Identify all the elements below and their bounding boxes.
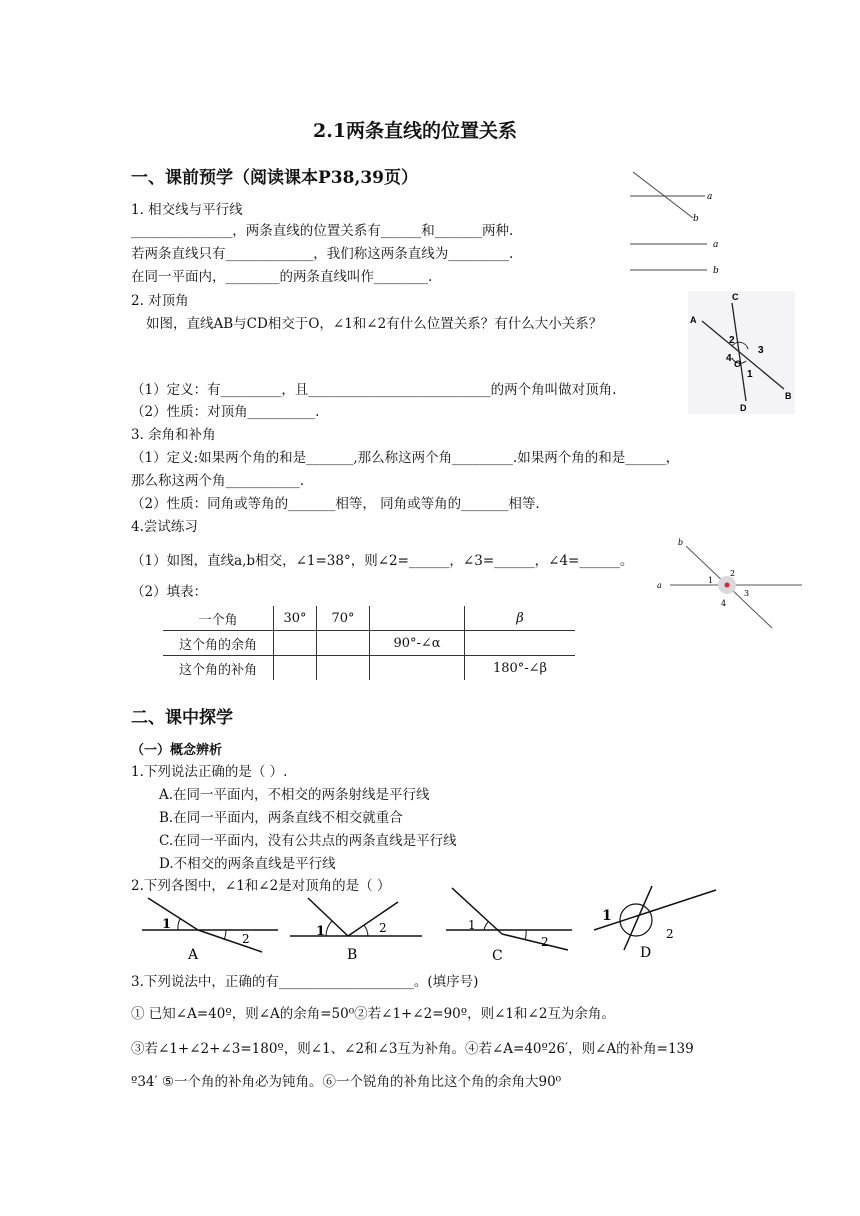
section1-heading: 一、课前预学（阅读课本P38,39页） [131, 168, 419, 188]
exercise-figure [650, 536, 810, 636]
p3-definition-line2: 那么称这两个角___________. [131, 473, 305, 489]
q1-option-a: A.在同一平面内，不相交的两条射线是平行线 [159, 787, 430, 803]
q1-text: 1.下列说法正确的是（ ）. [131, 764, 288, 780]
fig-label-a: a [657, 581, 662, 590]
fig-label-a: a [707, 192, 713, 202]
fig-label-D: D [740, 403, 747, 413]
section2-heading: 二、课中探学 [131, 708, 233, 728]
q1-option-d: D.不相交的两条直线是平行线 [159, 856, 336, 872]
fig-label-A: A [188, 947, 199, 963]
table-cell: 70° [317, 606, 370, 631]
table-cell: 180°-∠β [465, 656, 576, 681]
q3-line1: ① 已知∠A=40º，则∠A的余角=50⁰②若∠1+∠2=90º，则∠1和∠2互为余角。 [131, 1006, 615, 1022]
fig-angle-1: 1 [602, 908, 612, 924]
fig-angle-1: 1 [316, 924, 326, 939]
p2-title: 2. 对顶角 [131, 293, 189, 309]
p4-title: 4.尝试练习 [131, 519, 198, 535]
page-title: 2.1两条直线的位置关系 [313, 120, 518, 142]
table-row [163, 656, 575, 681]
table-cell: β [465, 606, 576, 631]
fig-angle-3: 3 [744, 589, 750, 598]
table-cell [370, 656, 465, 681]
p1-line3: 在同一平面内，________的两条直线叫作________. [131, 269, 433, 285]
table-cell: 30° [274, 606, 317, 631]
p1-line1: _______________，两条直线的位置关系有______和_______两种. [131, 223, 514, 239]
fig-label-b: b [713, 266, 719, 276]
q2-figure-b [288, 892, 428, 964]
fig-label-C: C [492, 948, 503, 964]
q1-option-b: B.在同一平面内，两条直线不相交就重合 [159, 810, 403, 826]
parallel-lines-figure [625, 234, 725, 280]
section2-sub-heading: （一）概念辨析 [131, 743, 223, 758]
fig-angle-2: 2 [730, 569, 736, 578]
fig-angle-1: 1 [162, 917, 172, 932]
table-cell [370, 606, 465, 631]
p2-definition: （1）定义：有_________，且___________________________的两个角叫做对顶角. [131, 382, 617, 398]
p3-property: （2）性质：同角或等角的_______相等， 同角或等角的_______相等. [131, 496, 540, 512]
table-cell [274, 656, 317, 681]
fig-angle-2: 2 [666, 927, 674, 941]
q2-figure-d [590, 884, 720, 964]
p2-question: 如图，直线AB与CD相交于O，∠1和∠2有什么位置关系？有什么大小关系？ [146, 316, 603, 332]
fig-angle-2: 2 [242, 932, 250, 946]
p4-question2: （2）填表： [131, 584, 208, 600]
fig-label-B: B [347, 947, 358, 963]
table-cell: 一个角 [163, 606, 274, 631]
fig-angle-4: 4 [721, 599, 727, 608]
fig-angle-2: 2 [541, 935, 549, 949]
table-cell: 这个角的补角 [163, 656, 274, 681]
fig-label-a: a [713, 240, 719, 250]
table-cell: 这个角的余角 [163, 631, 274, 656]
angle-fill-table [163, 606, 575, 680]
fig-label-B: B [785, 391, 792, 401]
fig-angle-2: 2 [379, 921, 387, 935]
fig-label-D: D [640, 945, 652, 961]
q1-option-c: C.在同一平面内，没有公共点的两条直线是平行线 [159, 833, 457, 849]
fig-label-O: O [734, 359, 742, 369]
p3-definition-line1: （1）定义:如果两个角的和是_______,那么称这两个角_________.如果两个角的和是______， [131, 450, 680, 466]
q3-line2: ③若∠1+∠2+∠3=180º，则∠1、∠2和∠3互为补角。④若∠A=40º26′，则∠A的补角=139 [131, 1041, 694, 1057]
q2-figure-c [444, 884, 579, 964]
q3-line3: º34′ ⑤一个角的补角必为钝角。⑥一个锐角的补角比这个角的余角大90⁰ [131, 1074, 562, 1090]
q3-text: 3.下列说法中，正确的有____________________。(填序号) [131, 974, 479, 990]
p2-property: （2）性质：对顶角__________. [131, 404, 320, 420]
q2-figure-a [140, 892, 290, 964]
table-row [163, 606, 575, 631]
fig-label-b: b [678, 538, 684, 547]
table-cell [465, 631, 576, 656]
table-cell [317, 631, 370, 656]
intersecting-lines-figure [625, 168, 725, 224]
fig-label-A: A [690, 315, 697, 325]
table-cell [274, 631, 317, 656]
table-cell [317, 656, 370, 681]
p1-title: 1. 相交线与平行线 [131, 202, 243, 218]
fig-label-C: C [732, 292, 739, 302]
fig-label-b: b [693, 214, 699, 224]
table-cell: 90°-∠α [370, 631, 465, 656]
p3-title: 3. 余角和补角 [131, 427, 216, 443]
fig-angle-2: 2 [729, 335, 735, 346]
table-row [163, 631, 575, 656]
q2-text: 2.下列各图中，∠1和∠2是对顶角的是（ ） [131, 878, 391, 894]
p4-question1: （1）如图，直线a,b相交，∠1=38°，则∠2=______，∠3=______，∠4=______。 [131, 553, 634, 569]
fig-angle-1: 1 [708, 576, 714, 585]
fig-angle-1: 1 [468, 918, 476, 932]
fig-angle-3: 3 [758, 345, 764, 356]
vertical-angles-figure [688, 291, 795, 414]
fig-angle-1: 1 [747, 369, 753, 380]
fig-angle-4: 4 [726, 353, 732, 364]
p1-line2: 若两条直线只有_____________，我们称这两条直线为_________. [131, 246, 514, 262]
